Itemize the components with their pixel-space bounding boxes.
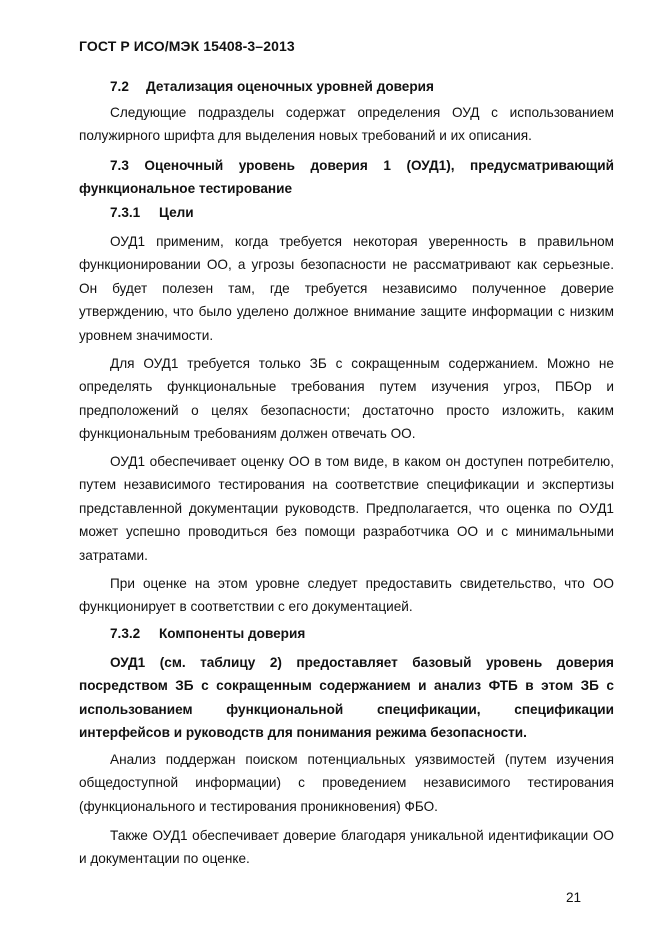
paragraph: Следующие подразделы содержат определения ОУД с использованием полужирного шрифта для выделения новых требований и их описания. [79, 105, 614, 144]
page-number: 21 [566, 890, 582, 905]
section-title: Детализация оценочных уровней доверия [146, 79, 434, 94]
paragraph-bold: ОУД1 (см. таблицу 2) предоставляет базовый уровень доверия посредством ЗБ с сокращенным содержанием и анализ ФТБ в этом ЗБ с использованием функциональной спецификации, спецификации интерфейсов и руководств для понимания режима безопасности. [79, 655, 614, 741]
section-heading-7-3-1 [110, 205, 194, 220]
paragraph: Для ОУД1 требуется только ЗБ с сокращенным содержанием. Можно не определять функциональные требования путем изучения угроз, ПБОр и предположений о целях безопасности; достаточно просто изложить, каким функциональным требованиям должен отвечать ОО. [79, 356, 614, 442]
section-title: Компоненты доверия [159, 626, 306, 641]
paragraph: ОУД1 применим, когда требуется некоторая уверенность в правильном функционировании ОО, а угрозы безопасности не рассматривают как серьезные. Он будет полезен там, где требуется независимо полученное доверие утверждению, что было уделено должное внимание защите информации с низким уровнем значимости. [79, 234, 614, 343]
paragraph: При оценке на этом уровне следует предоставить свидетельство, что ОО функционирует в соответствии с его документацией. [79, 576, 614, 615]
section-heading-7-2 [110, 79, 434, 94]
paragraph: ОУД1 обеспечивает оценку ОО в том виде, в каком он доступен потребителю, путем независимого тестирования на соответствие спецификации и экспертизы представленной документации руководств. Предполагается, что оценка по ОУД1 может успешно проводиться без помощи разработчика ОО и с минимальными затратами. [79, 454, 614, 563]
paragraph: Анализ поддержан поиском потенциальных уязвимостей (путем изучения общедоступной информации) с проведением независимого тестирования (функционального и тестирования проникновения) ФБО. [79, 752, 614, 814]
paragraph: Также ОУД1 обеспечивает доверие благодаря уникальной идентификации ОО и документации по оценке. [79, 828, 614, 867]
section-heading-7-3-2 [110, 626, 305, 641]
section-title: Цели [159, 205, 194, 220]
section-number: 7.3.1 [110, 205, 141, 220]
document-header: ГОСТ Р ИСО/МЭК 15408-3–2013 [79, 38, 295, 54]
section-number: 7.3.2 [110, 626, 141, 641]
section-number: 7.2 [110, 79, 129, 94]
section-heading-7-3: 7.3 Оценочный уровень доверия 1 (ОУД1), предусматривающий функциональное тестирование [79, 158, 614, 197]
